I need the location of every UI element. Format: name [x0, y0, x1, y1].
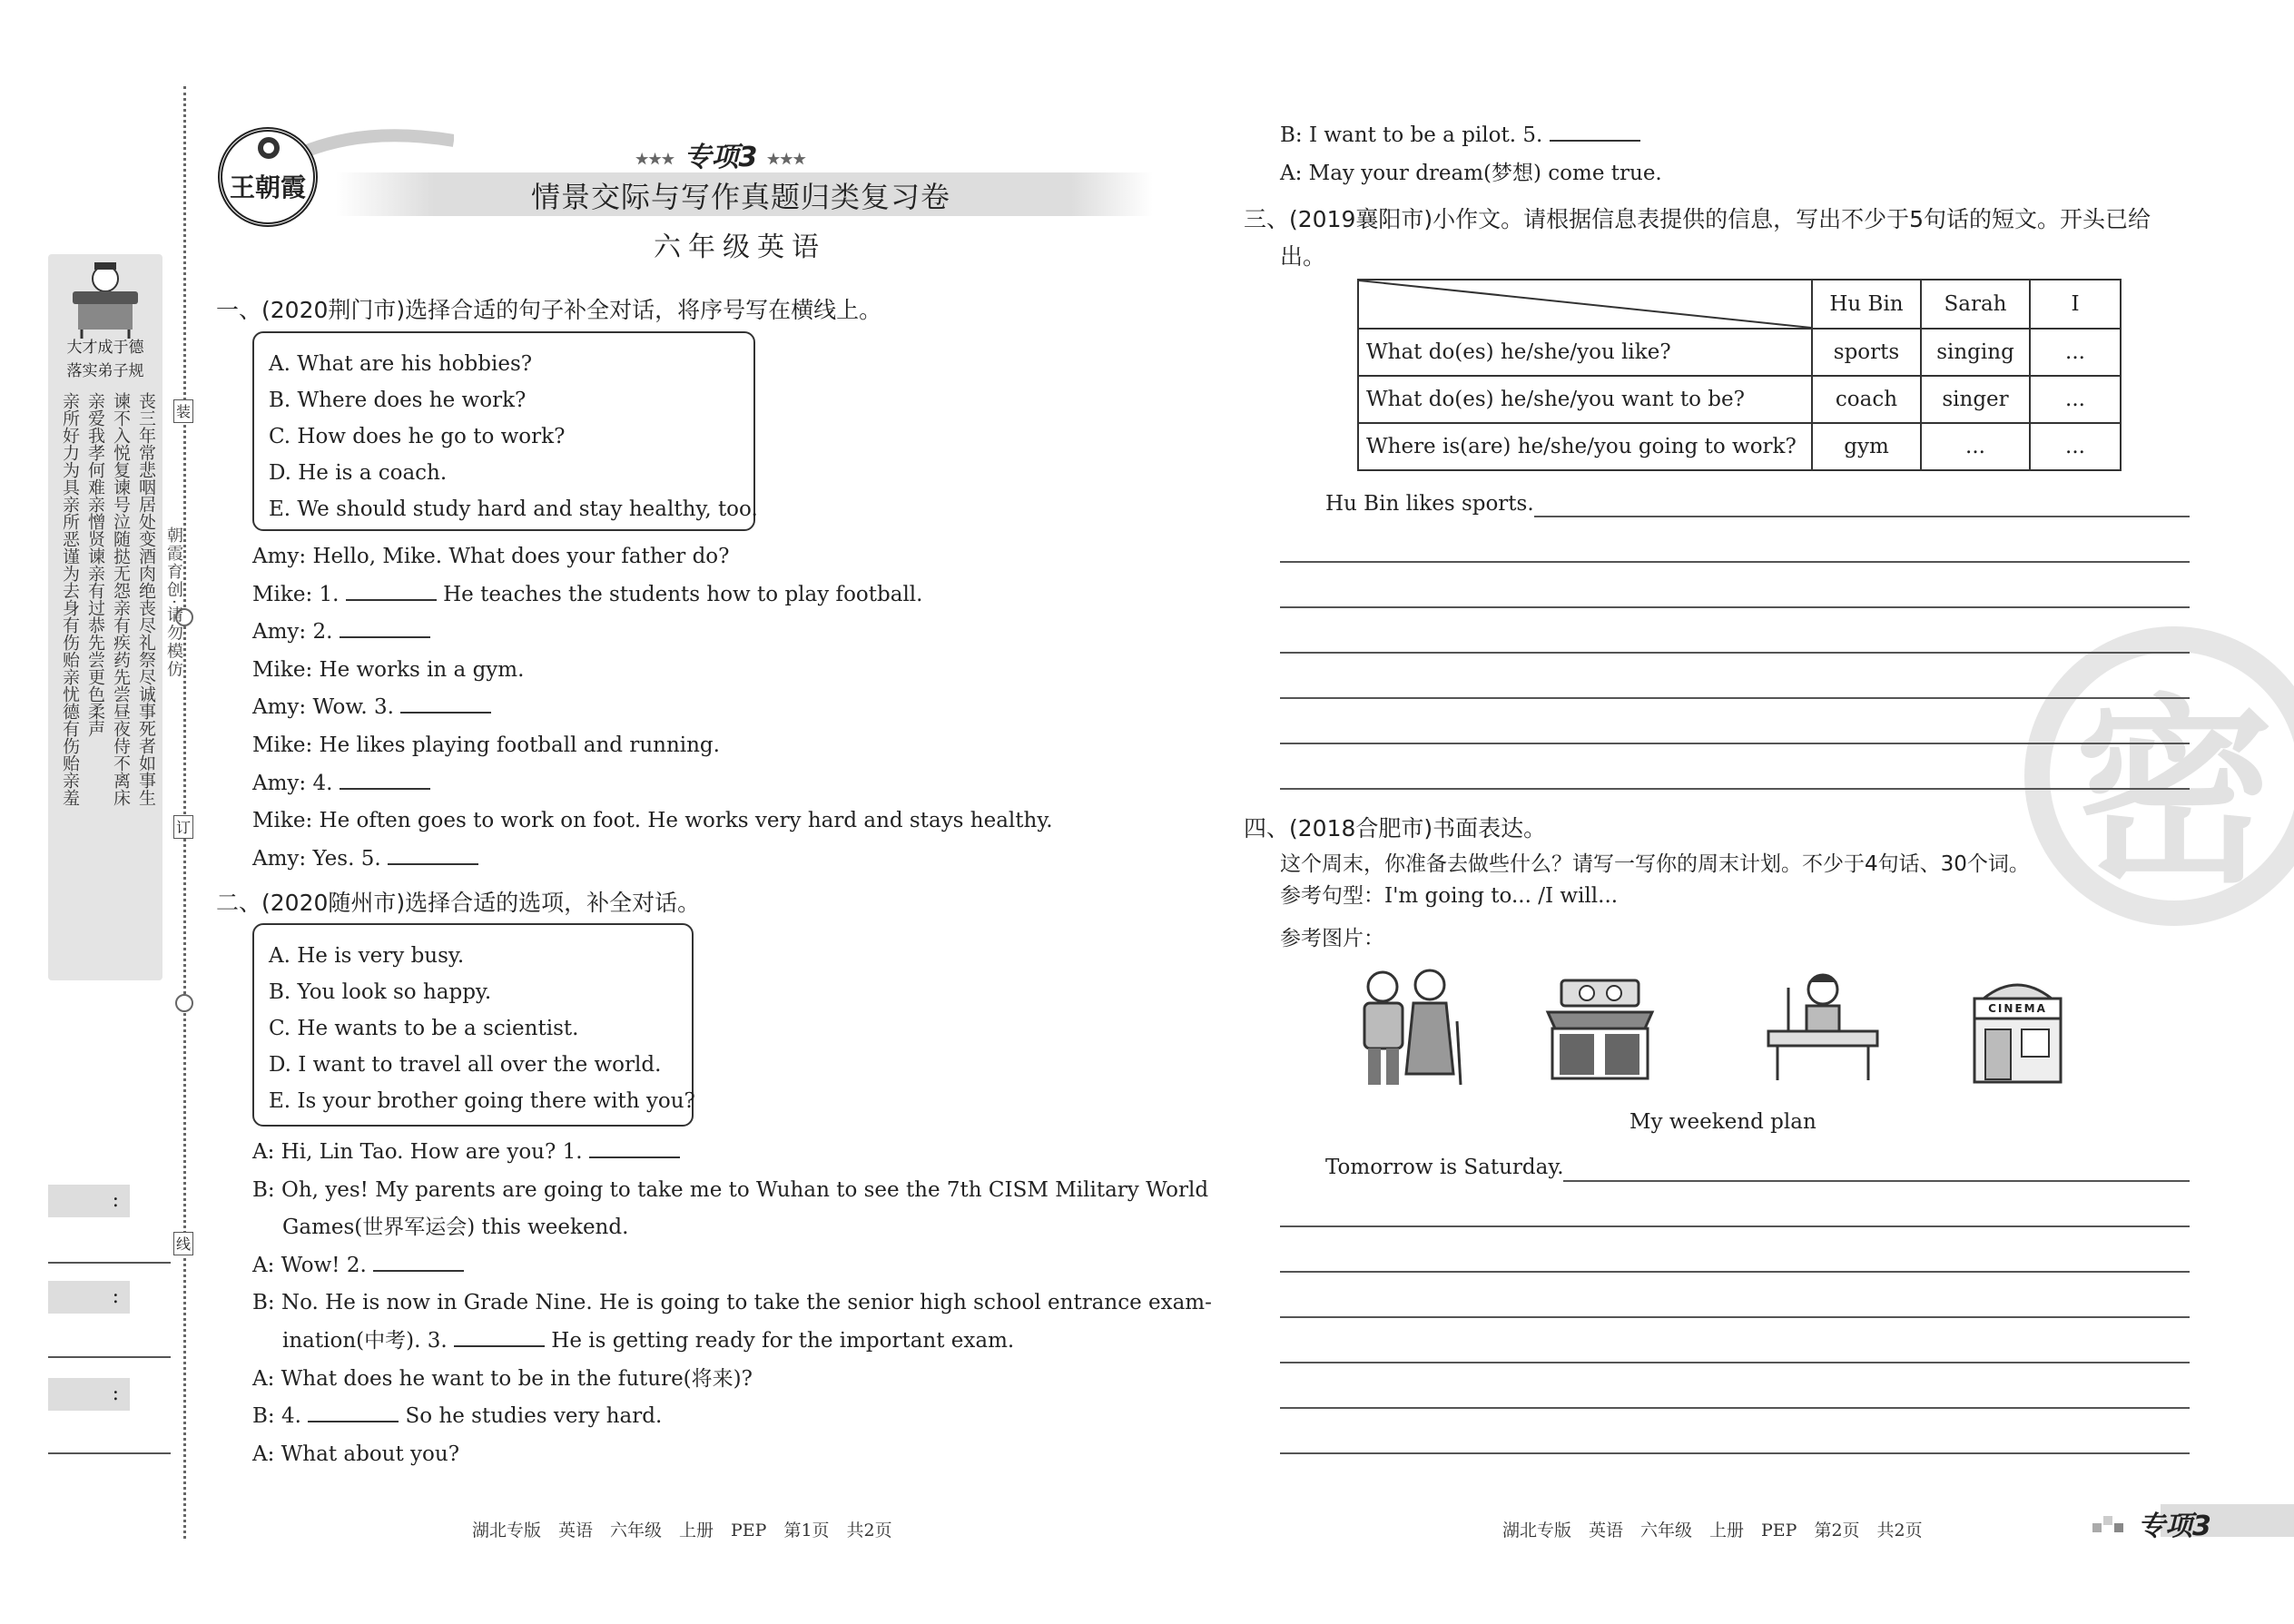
section1-dialogue	[252, 545, 1053, 884]
dialogue-line	[252, 1404, 1212, 1442]
table-cell: ...	[2030, 329, 2121, 376]
section4-heading: 四、(2018合肥市)书面表达。	[1244, 815, 1547, 842]
dialogue-line	[252, 1367, 1212, 1405]
seal-label: 线	[173, 1232, 193, 1255]
line-text: A: Wow! 2.	[252, 1253, 367, 1277]
column-header: I	[2030, 280, 2121, 329]
answer-blank[interactable]	[454, 1329, 545, 1347]
header-badge	[635, 134, 806, 174]
answer-blank[interactable]	[589, 1140, 680, 1158]
motto-column: 丧三年常悲咽居处变酒肉绝丧尽礼祭尽诚事死者如事生	[136, 392, 156, 806]
dialogue-line	[252, 583, 1053, 621]
motto-line: 落实弟子规	[66, 362, 144, 380]
section3-heading-cont: 出。	[1280, 243, 1326, 270]
line-text: B: Oh, yes! My parents are going to take me to Wuhan to see the 7th CISM Military World	[252, 1177, 1209, 1202]
row-question: What do(es) he/she/you like?	[1358, 329, 1812, 376]
dialogue-line	[252, 620, 1053, 658]
section2-dialogue	[252, 1140, 1212, 1480]
option-item: C. How does he go to work?	[269, 425, 566, 448]
star-icon: ★★★	[766, 150, 806, 168]
line-text: Amy: Hello, Mike. What does your father do?	[252, 545, 730, 568]
dialogue-line	[252, 809, 1053, 847]
section4-pattern: 参考句型：I'm going to... /I will...	[1280, 884, 1619, 908]
line-text: He teaches the students how to play football.	[436, 582, 923, 606]
answer-blank[interactable]	[340, 772, 430, 790]
option-item: D. I want to travel all over the world.	[269, 1053, 662, 1077]
table-cell: ...	[1921, 423, 2030, 470]
answer-blank[interactable]	[340, 620, 430, 638]
column-header: Sarah	[1921, 280, 2030, 329]
answer-blank[interactable]	[346, 583, 437, 601]
writing-line[interactable]	[1280, 1225, 2190, 1227]
line-text: Games(世界军运会) this weekend.	[282, 1216, 629, 1240]
option-item: D. He is a coach.	[269, 461, 448, 485]
line-text: Mike: He likes playing football and running.	[252, 733, 720, 757]
table-row	[1358, 329, 2121, 376]
margin-dotted-line	[183, 86, 186, 1539]
writing-line[interactable]	[1280, 1271, 2190, 1273]
seal-label: 订	[173, 815, 193, 839]
column-header: Hu Bin	[1812, 280, 1921, 329]
dialogue-line	[252, 1291, 1212, 1329]
watermark-char: 密	[2073, 677, 2274, 910]
margin-hole-icon	[175, 994, 193, 1012]
dialogue-line	[1280, 123, 1662, 162]
answer-blank[interactable]	[388, 847, 478, 865]
dialogue-line	[252, 658, 1053, 696]
section4-starter: Tomorrow is Saturday.	[1325, 1156, 1564, 1179]
dialogue-line	[252, 1178, 1212, 1216]
section3-starter: Hu Bin likes sports.	[1325, 492, 1534, 516]
section4-pictures-label: 参考图片：	[1280, 927, 1384, 950]
dialogue-line	[252, 1442, 1212, 1481]
line-text: He is getting ready for the important exam.	[544, 1328, 1015, 1353]
writing-line[interactable]	[1280, 606, 2190, 608]
writing-line[interactable]	[1534, 516, 2190, 517]
writing-line[interactable]	[1280, 743, 2190, 744]
option-item: C. He wants to be a scientist.	[269, 1017, 579, 1040]
table-row	[1358, 423, 2121, 470]
option-item: E. We should study hard and stay healthy, too.	[269, 497, 758, 521]
writing-line[interactable]	[1280, 788, 2190, 790]
row-question: Where is(are) he/she/you going to work?	[1358, 423, 1812, 470]
line-text: A: Hi, Lin Tao. How are you? 1.	[252, 1140, 583, 1164]
info-table	[1357, 279, 2122, 471]
line-text: ination(中考). 3.	[282, 1328, 448, 1353]
table-row	[1358, 376, 2121, 423]
section2-continued	[1280, 123, 1662, 199]
dialogue-line	[252, 1140, 1212, 1178]
line-text: A: What about you?	[252, 1442, 460, 1466]
seal-label: 装	[173, 399, 193, 423]
option-item: A. What are his hobbies?	[269, 352, 533, 376]
table-cell: coach	[1812, 376, 1921, 423]
writing-line[interactable]	[1280, 652, 2190, 654]
table-cell: singer	[1921, 376, 2030, 423]
writing-line[interactable]	[1563, 1180, 2190, 1182]
answer-blank[interactable]	[308, 1404, 399, 1422]
answer-blank[interactable]	[1550, 123, 1640, 142]
field-line	[48, 1452, 171, 1454]
line-text: So he studies very hard.	[399, 1404, 663, 1429]
dialogue-line	[252, 695, 1053, 733]
writing-line[interactable]	[1280, 1316, 2190, 1318]
field-line	[48, 1262, 171, 1264]
footer-left: 湖北专版 英语 六年级 上册 PEP 第1页 共2页	[472, 1521, 892, 1540]
footer-tag: 专项3	[2138, 1511, 2211, 1542]
brand-logo-text: 王朝霞	[229, 172, 306, 202]
cinema-sign-text: CINEMA	[1988, 1002, 2047, 1015]
table-cell: ...	[2030, 376, 2121, 423]
line-text: B: 4.	[252, 1404, 301, 1429]
option-item: A. He is very busy.	[269, 944, 465, 968]
field-line	[48, 1356, 171, 1358]
table-cell: ...	[2030, 423, 2121, 470]
badge-text: 专项3	[684, 142, 758, 173]
table-header-row	[1358, 280, 2121, 329]
student-class-field[interactable]: :	[48, 1281, 130, 1314]
section3-heading: 三、(2019襄阳市)小作文。请根据信息表提供的信息，写出不少于5句话的短文。开头已给	[1244, 206, 2151, 232]
vertical-note: 朝霞育创·请勿模仿	[164, 527, 183, 679]
motto-line: 大才成于德	[66, 339, 144, 357]
grandparents-picture-icon	[1348, 967, 1466, 1089]
section1-heading: 一、(2020荆门市)选择合适的句子补全对话，将序号写在横线上。	[216, 297, 882, 323]
writing-line[interactable]	[1280, 561, 2190, 563]
line-text: Amy: 4.	[252, 771, 333, 795]
dialogue-line	[252, 772, 1053, 810]
section2-options-box	[252, 923, 694, 1127]
line-text: Mike: He works in a gym.	[252, 657, 525, 682]
line-text: A: What does he want to be in the future(将来)?	[252, 1366, 753, 1391]
dialogue-line	[252, 847, 1053, 885]
dialogue-line	[1280, 162, 1662, 200]
dialogue-line	[252, 1329, 1212, 1367]
option-item: B. You look so happy.	[269, 980, 492, 1004]
dialogue-line	[252, 1216, 1212, 1254]
line-text: B: No. He is now in Grade Nine. He is going to take the senior high school entrance exam-	[252, 1291, 1212, 1315]
writing-line[interactable]	[1280, 1452, 2190, 1454]
answer-blank[interactable]	[373, 1254, 464, 1272]
sidebar-mascot-icon	[54, 259, 156, 340]
table-cell: sports	[1812, 329, 1921, 376]
section4-prompt: 这个周末，你准备去做些什么？请写一写你的周末计划。不少于4句话、30个词。	[1280, 852, 2030, 876]
page-subtitle: 六年级英语	[654, 231, 826, 263]
diagonal-header-cell	[1358, 280, 1812, 329]
motto-column: 亲爱我孝何难亲憎贤谏亲有过恭先尝更色柔声	[85, 392, 105, 737]
dialogue-line	[252, 1254, 1212, 1292]
option-item: E. Is your brother going there with you?	[269, 1089, 695, 1113]
dialogue-line	[252, 733, 1053, 772]
writing-line[interactable]	[1280, 697, 2190, 699]
page-title: 情景交际与写作真题归类复习卷	[531, 180, 951, 214]
essay-title: My weekend plan	[1629, 1110, 1816, 1134]
writing-line[interactable]	[1280, 1362, 2190, 1363]
row-question: What do(es) he/she/you want to be?	[1358, 376, 1812, 423]
writing-line[interactable]	[1280, 1407, 2190, 1409]
studying-picture-icon	[1761, 969, 1884, 1083]
footer-squares-icon	[2092, 1509, 2129, 1534]
section2-heading: 二、(2020随州市)选择合适的选项，补全对话。	[216, 890, 701, 916]
sidebar-motto-top	[53, 336, 158, 383]
motto-column: 谏不入悦复谏号泣随挞无怨亲有疾药先尝昼夜侍不离床	[111, 392, 131, 806]
brand-crown-icon	[252, 134, 285, 162]
line-text: A: May your dream(梦想) come true.	[1280, 161, 1662, 185]
line-text: Amy: Wow. 3.	[252, 695, 394, 720]
footer-right: 湖北专版 英语 六年级 上册 PEP 第2页 共2页	[1502, 1521, 1923, 1540]
student-school-field[interactable]: :	[48, 1378, 130, 1411]
bookstore-picture-icon	[1543, 976, 1657, 1080]
cinema-picture-icon	[1965, 971, 2070, 1085]
line-text: Mike: 1.	[252, 582, 340, 606]
line-text: Amy: 2.	[252, 620, 333, 645]
option-item: B. Where does he work?	[269, 389, 527, 412]
table-cell: gym	[1812, 423, 1921, 470]
table-cell: singing	[1921, 329, 2030, 376]
section1-options-box	[252, 331, 758, 531]
dialogue-line	[252, 545, 1053, 583]
sidebar-motto-columns	[58, 392, 158, 973]
watermark-seal	[2024, 626, 2294, 926]
line-text: Amy: Yes. 5.	[252, 846, 381, 871]
motto-column: 亲所好力为具亲所恶谨为去身有伤贻亲忧德有伤贻亲羞	[60, 392, 80, 806]
student-name-field[interactable]: :	[48, 1185, 130, 1217]
answer-blank[interactable]	[400, 695, 491, 714]
line-text: Mike: He often goes to work on foot. He works very hard and stays healthy.	[252, 809, 1053, 833]
line-text: B: I want to be a pilot. 5.	[1280, 123, 1543, 147]
star-icon: ★★★	[635, 150, 675, 168]
